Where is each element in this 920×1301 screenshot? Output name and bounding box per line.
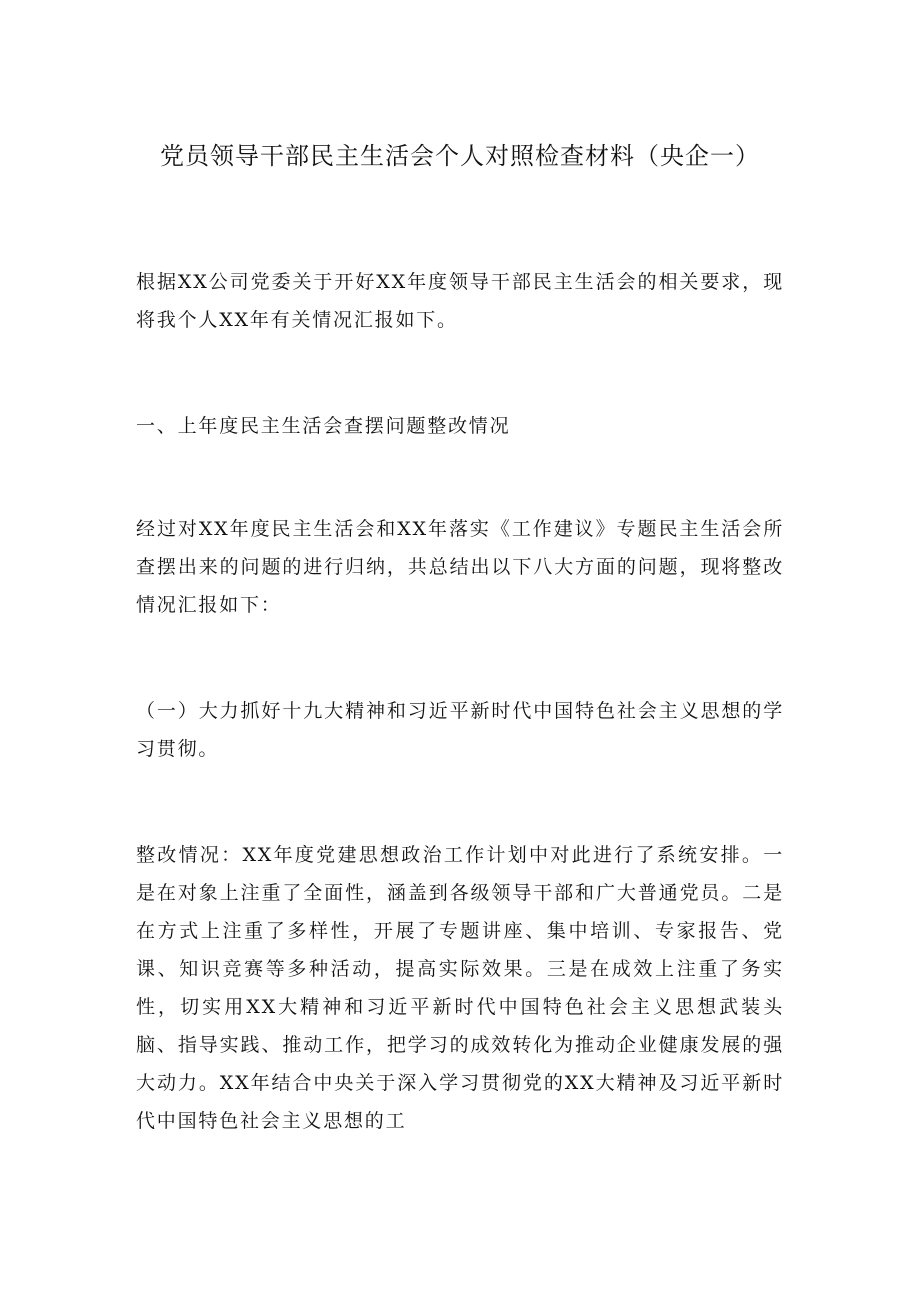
- summary-paragraph: 经过对XX年度民主生活会和XX年落实《工作建议》专题民主生活会所查摆出来的问题的进行归纳，共总结出以下八大方面的问题，现将整改情况汇报如下：: [136, 518, 784, 616]
- section-heading: 一、上年度民主生活会查摆问题整改情况: [136, 415, 511, 437]
- intro-paragraph: 根据XX公司党委关于开好XX年度领导干部民主生活会的相关要求，现将我个人XX年有关情况汇报如下。: [136, 271, 784, 331]
- rectification-paragraph: 整改情况：XX年度党建思想政治工作计划中对此进行了系统安排。一是在对象上注重了全面性，涵盖到各级领导干部和广大普通党员。二是在方式上注重了多样性，开展了专题讲座、集中培训、专家报告、党课、知识竞赛等多种活动，提高实际效果。三是在成效上注重了务实性，切实用XX大精神和习近平新时代中国特色社会主义思想武装头脑、指导实践、推动工作，把学习的成效转化为推动企业健康发展的强大动力。XX年结合中央关于深入学习贯彻党的XX大精神及习近平新时代中国特色社会主义思想的工: [136, 844, 784, 1132]
- subsection-heading: （一）大力抓好十九大精神和习近平新时代中国特色社会主义思想的学习贯彻。: [136, 700, 784, 760]
- document-title: 党员领导干部民主生活会个人对照检查材料（央企一）: [160, 142, 760, 170]
